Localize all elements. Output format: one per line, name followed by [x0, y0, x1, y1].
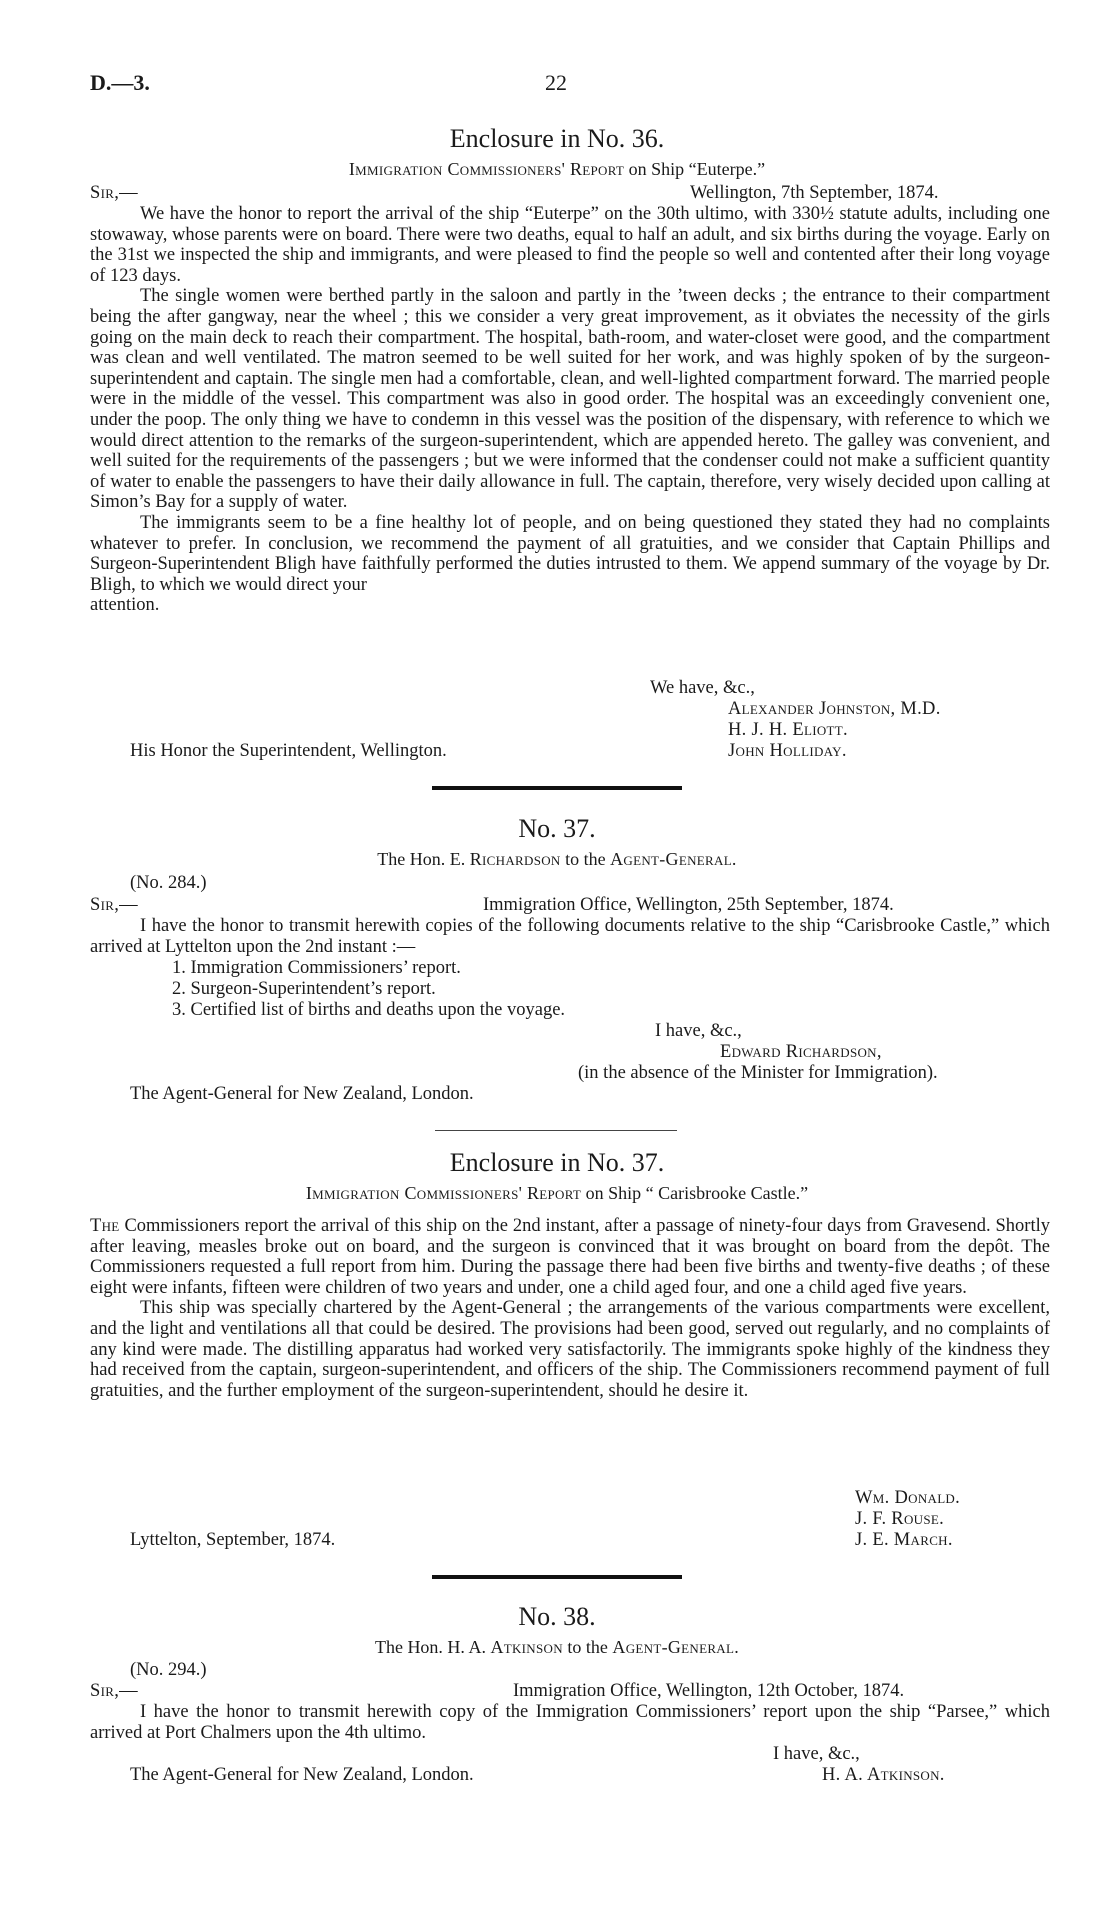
no38-subtitle-plain: The Hon. H. A.	[374, 1637, 491, 1657]
no37-closing: I have, &c.,	[655, 1021, 742, 1041]
enc37-place-date: Lyttelton, September, 1874.	[130, 1530, 336, 1550]
no38-dateline: Immigration Office, Wellington, 12th October, 1874.	[513, 1681, 905, 1701]
enc37-lead-word: The	[90, 1216, 120, 1236]
no37-subtitle	[0, 849, 1114, 870]
enc36-subtitle-rest: on Ship “Euterpe.”	[624, 159, 766, 179]
enc36-dateline: Wellington, 7th September, 1874.	[690, 183, 939, 203]
enclosure-divider	[435, 1130, 677, 1131]
enc37-signatory-3: J. E. March.	[855, 1530, 953, 1550]
no37-addressee: The Agent-General for New Zealand, London.	[130, 1084, 474, 1104]
enc37-paragraph-2: This ship was specially chartered by the Agent-General ; the arrangements of the various compartments were excellent, and the light and ventilations all that could be desired. The provisions had been good, served out regularly, and no complaints of any kind were made. The distilling apparatus had worked very satisfactorily. The immigrants spoke highly of the kindness they had received from the captain, surgeon-superintendent, and officers of the ship. The Commissioners recommend payment of full gratuities, and the further employment of the surgeon-superintendent, should he desire it.	[90, 1298, 1050, 1401]
no38-body	[90, 1702, 1050, 1743]
no37-subtitle-plain: The Hon. E.	[377, 849, 470, 869]
no38-subtitle-mid: to the	[562, 1637, 613, 1657]
enc36-signatory-3: John Holliday.	[728, 741, 847, 761]
no37-list-item-3: 3. Certified list of births and deaths upon the voyage.	[172, 1000, 566, 1020]
no37-signatory-note: (in the absence of the Minister for Immigration).	[578, 1063, 938, 1083]
no37-paragraph: I have the honor to transmit herewith copies of the following documents relative to the ship “Carisbrooke Castle,” which arrived at Lyttelton upon the 2nd instant :—	[90, 916, 1050, 957]
enc36-title: Enclosure in No. 36.	[449, 124, 665, 153]
enc36-paragraph-2: The single women were berthed partly in the saloon and partly in the ’tween decks ; the entrance to their compartment being the after gangway, near the wheel ; this we consider a very great improvement, as it obviates the necessity of the girls going on the main deck to reach their compartment. The hospital, bath-room, and water-closet were good, and the compartment was clean and well ventilated. The matron seemed to be well suited for her work, and was highly spoken of by the surgeon-superintendent and captain. The single men had a comfortable, clean, and well-lighted compartment forward. The married people were in the middle of the vessel. This compartment was also in good order. The hospital was an exceedingly convenient one, under the poop. The only thing we have to condemn in this vessel was the position of the dispensary, with reference to which we would direct attention to the remarks of the surgeon-superintendent, which are appended hereto. The galley was convenient, and well suited for the requirements of the passengers ; but we were informed that the condenser could not make a sufficient quantity of water to enable the passengers to have their daily allowance in full. The captain, therefore, very wisely decided upon calling at Simon’s Bay for a supply of water.	[90, 286, 1050, 513]
enc37-subtitle	[0, 1183, 1114, 1204]
enc37-subtitle-sc: Immigration Commissioners' Report	[305, 1183, 582, 1203]
page-number: 22	[545, 70, 567, 95]
enc37-signatory-2: J. F. Rouse.	[855, 1509, 945, 1529]
no37-ref: (No. 284.)	[130, 873, 207, 893]
enc36-paragraph-3: The immigrants seem to be a fine healthy lot of people, and on being questioned they stated they had no complaints whatever to prefer. In conclusion, we recommend the payment of all gratuities, and we consider that Captain Phillips and Surgeon-Superintendent Bligh have faithfully performed the duties intrusted to them. We append summary of the voyage by Dr. Bligh, to which we would direct your	[90, 512, 1050, 595]
enc36-paragraph-1: We have the honor to report the arrival of the ship “Euterpe” on the 30th ultimo, with 330½ statute adults, including one stowaway, whose parents were on board. There were two deaths, equal to half an adult, and six births during the voyage. Early on the 31st we inspected the ship and immigrants, and were pleased to find the people so well and contented after their long voyage of 123 days.	[90, 204, 1050, 286]
enc36-signatory-2: H. J. H. Eliott.	[728, 720, 848, 740]
no38-subtitle-name: Atkinson	[490, 1637, 563, 1657]
enc36-last-line: attention.	[90, 595, 160, 616]
enc36-body	[90, 204, 1050, 616]
enc37-body	[90, 1216, 1050, 1401]
section-divider-2	[432, 1575, 682, 1579]
no37-list-item-2: 2. Surgeon-Superintendent’s report.	[172, 979, 436, 999]
enc37-paragraph-1-text: Commissioners report the arrival of this ship on the 2nd instant, after a passage of ninety-four days from Gravesend. Shortly after leaving, measles broke out on board, and the surgeon is convinced that it was brought on board from the depôt. The Commissioners requested a full report from him. During the passage there had been five births and twenty-five deaths ; of these eight were infants, fifteen were children of two years and under, one a child aged four, and one a child aged five years.	[90, 1216, 1050, 1298]
no37-subtitle-recipient: Agent-General.	[610, 849, 737, 869]
no38-salutation: Sir,—	[90, 1681, 138, 1701]
enc36-salutation: Sir,—	[90, 183, 138, 203]
no38-addressee: The Agent-General for New Zealand, London.	[130, 1765, 474, 1785]
enc36-subtitle	[0, 159, 1114, 180]
no38-closing: I have, &c.,	[773, 1744, 860, 1764]
enc36-closing: We have, &c.,	[650, 678, 755, 698]
no37-body	[90, 916, 1050, 957]
no38-subtitle	[0, 1637, 1114, 1658]
enc37-subtitle-rest: on Ship “ Carisbrooke Castle.”	[581, 1183, 809, 1203]
no38-ref: (No. 294.)	[130, 1660, 207, 1680]
enc36-addressee: His Honor the Superintendent, Wellington.	[130, 741, 447, 761]
enc36-subtitle-sc: Immigration Commissioners' Report	[348, 159, 625, 179]
no37-salutation: Sir,—	[90, 895, 138, 915]
no37-list-item-1: 1. Immigration Commissioners’ report.	[172, 958, 461, 978]
section-divider	[432, 786, 682, 790]
no37-dateline: Immigration Office, Wellington, 25th September, 1874.	[483, 895, 894, 915]
no38-paragraph: I have the honor to transmit herewith copy of the Immigration Commissioners’ report upon the ship “Parsee,” which arrived at Port Chalmers upon the 4th ultimo.	[90, 1702, 1050, 1743]
no38-signatory: H. A. Atkinson.	[822, 1765, 945, 1785]
enc37-signatory-1: Wm. Donald.	[855, 1488, 961, 1508]
no37-title: No. 37.	[518, 814, 596, 843]
enc36-signatory-1: Alexander Johnston, M.D.	[728, 699, 941, 719]
no37-subtitle-name: Richardson	[469, 849, 561, 869]
no38-subtitle-recipient: Agent-General.	[612, 1637, 740, 1657]
enc37-title: Enclosure in No. 37.	[449, 1148, 665, 1177]
enc37-paragraph-1	[90, 1216, 1050, 1298]
document-code: D.—3.	[90, 70, 150, 95]
no37-signatory: Edward Richardson,	[720, 1042, 882, 1062]
no37-subtitle-mid: to the	[560, 849, 611, 869]
no38-title: No. 38.	[518, 1602, 596, 1631]
